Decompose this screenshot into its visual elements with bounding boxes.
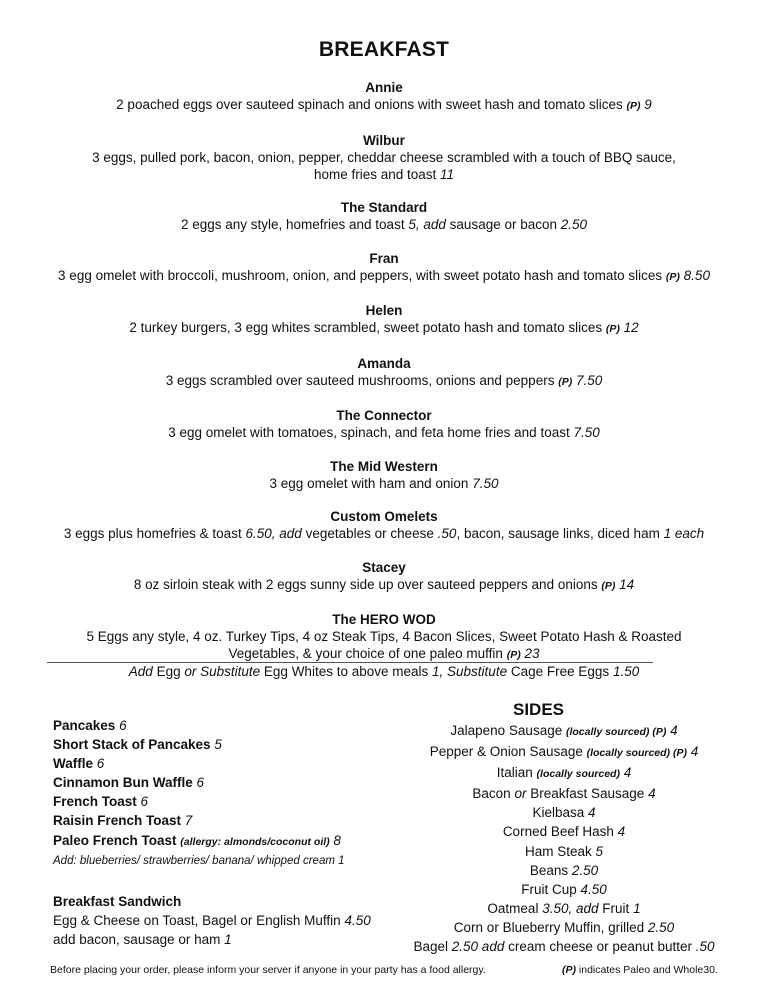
item-price: 7.50 (573, 425, 600, 440)
item-name: Fran (369, 250, 399, 266)
allergy-notice: Before placing your order, please inform your server if anyone in your party has a food allergy. (50, 964, 486, 976)
item-desc: 3 egg omelet with ham and onion (269, 475, 469, 491)
item-name: Amanda (357, 355, 411, 371)
menu-item-the-hero-wod (30, 611, 738, 664)
item-name: The Connector (336, 408, 432, 423)
item-desc: 8 oz sirloin steak with 2 eggs sunny side up over sauteed peppers and onions (133, 576, 598, 592)
paleo-badge: (P) (601, 579, 616, 592)
extra-price-2: 1 each (663, 526, 705, 541)
paleo-badge: (P) (558, 375, 573, 388)
item-desc: 3 eggs, pulled pork, bacon, onion, pepper, cheddar cheese scrambled with a touch of BBQ sauce, (92, 149, 676, 165)
item-desc: 5 Eggs any style, 4 oz. Turkey Tips, 4 oz Steak Tips, 4 Bacon Slices, Sweet Potato Hash & Roasted (86, 629, 682, 644)
item-extra-2: , bacon, sausage links, diced ham (456, 526, 660, 541)
item-price: 6.50, (245, 526, 276, 541)
menu-item-custom-omelets (30, 508, 738, 542)
sides-title: SIDES (513, 700, 565, 719)
menu-item-the-mid-western (30, 458, 738, 492)
list-item: Oatmeal 3.50, add Fruit 1 (487, 900, 641, 916)
paleo-badge: (P) (665, 270, 680, 283)
item-name: Helen (365, 303, 403, 318)
item-desc: 3 egg omelet with tomatoes, spinach, and feta home fries and toast (168, 425, 570, 440)
paleo-badge: (P) (605, 323, 620, 335)
list-item: Kielbasa 4 (532, 805, 596, 821)
list-item: Ham Steak 5 (524, 843, 604, 859)
list-item: Pancakes 6 (53, 718, 127, 733)
list-item: Waffle 6 (53, 756, 105, 772)
list-item: Bacon or Breakfast Sausage 4 (472, 786, 656, 802)
list-item: Fruit Cup 4.50 (521, 881, 607, 897)
list-item: Bagel 2.50 add cream cheese or peanut butter .50 (413, 939, 715, 955)
divider (47, 662, 653, 663)
list-item: Corned Beef Hash 4 (502, 824, 626, 840)
add-egg-line: Add Egg or Substitute Egg Whites to above meals 1, Substitute Cage Free Eggs 1.50 (128, 664, 640, 679)
menu-item-the-connector (30, 407, 738, 441)
list-item: Italian (locally sourced) 4 (496, 765, 632, 781)
extra-price: 2.50 (560, 217, 588, 232)
menu-item-helen (30, 302, 738, 338)
item-price: 9 (644, 97, 652, 112)
list-item: Raisin French Toast 7 (53, 813, 193, 829)
list-item: Jalapeno Sausage (locally sourced) (P) 4 (450, 723, 678, 738)
toppings-line: Add: blueberries/ strawberries/ banana/ whipped cream 1 (53, 854, 345, 867)
item-desc: 2 turkey burgers, 3 egg whites scrambled, sweet potato hash and tomato slices (129, 320, 603, 335)
breakfast-items (30, 79, 738, 681)
list-item: Corn or Blueberry Muffin, grilled 2.50 (453, 919, 675, 935)
list-item: Beans 2.50 (529, 862, 599, 878)
menu-item-amanda (30, 355, 738, 391)
item-price: 7.50 (472, 475, 499, 491)
paleo-legend: (P) indicates Paleo and Whole30. (562, 964, 718, 976)
item-name: Custom Omelets (330, 509, 438, 524)
menu-item-fran (30, 250, 738, 286)
item-desc: 3 eggs plus homefries & toast (63, 526, 242, 541)
page-title: BREAKFAST (318, 38, 450, 61)
item-extra: sausage or bacon (449, 217, 557, 232)
item-name: Annie (365, 80, 403, 95)
add-word: add (279, 526, 302, 541)
item-desc: 3 eggs scrambled over sauteed mushrooms, onions and peppers (165, 372, 555, 388)
list-item: Short Stack of Pancakes 5 (53, 737, 222, 753)
item-name: The Standard (340, 200, 428, 215)
item-price: 7.50 (575, 372, 603, 388)
item-desc-2: home fries and toast (313, 166, 437, 182)
item-name: The Mid Western (330, 458, 438, 474)
paleo-badge: (P) (626, 100, 641, 112)
menu-item-stacey (30, 559, 738, 595)
list-item: Cinnamon Bun Waffle 6 (53, 775, 205, 791)
sides-list (388, 721, 740, 956)
list-item: French Toast 6 (53, 794, 149, 810)
list-item: Pepper & Onion Sausage (locally sourced) (P) 4 (429, 744, 699, 760)
item-price: 5, (408, 217, 420, 232)
item-desc: 2 poached eggs over sauteed spinach and onions with sweet hash and tomato slices (116, 97, 623, 112)
item-price: 12 (623, 320, 639, 335)
breakfast-sandwich: Breakfast Sandwich Egg & Cheese on Toast, Bagel or English Muffin 4.50 add bacon, sausage or ham 1 (53, 893, 371, 947)
griddle-items (53, 716, 413, 949)
item-price: 23 (524, 646, 540, 661)
paleo-badge: (P) (506, 649, 521, 661)
menu-item-annie (30, 79, 738, 115)
item-name: The HERO WOD (332, 612, 436, 627)
list-item: Paleo French Toast (allergy: almonds/coconut oil) 8 (53, 832, 341, 848)
item-desc: 3 egg omelet with broccoli, mushroom, onion, and peppers, with sweet potato hash and tomato slices (58, 267, 663, 283)
item-price: 8.50 (683, 267, 710, 283)
menu-item-the-standard (30, 199, 738, 233)
item-extra: vegetables or cheese (305, 526, 434, 541)
item-desc-2: Vegetables, & your choice of one paleo muffin (228, 646, 503, 661)
item-name: Stacey (362, 559, 406, 575)
add-word: add (423, 217, 446, 232)
item-name: Wilbur (363, 132, 405, 148)
extra-price: .50 (437, 526, 457, 541)
item-price: 14 (619, 576, 635, 592)
menu-item-wilbur (30, 132, 738, 183)
item-price: 11 (440, 166, 455, 182)
item-desc: 2 eggs any style, homefries and toast (180, 217, 405, 232)
